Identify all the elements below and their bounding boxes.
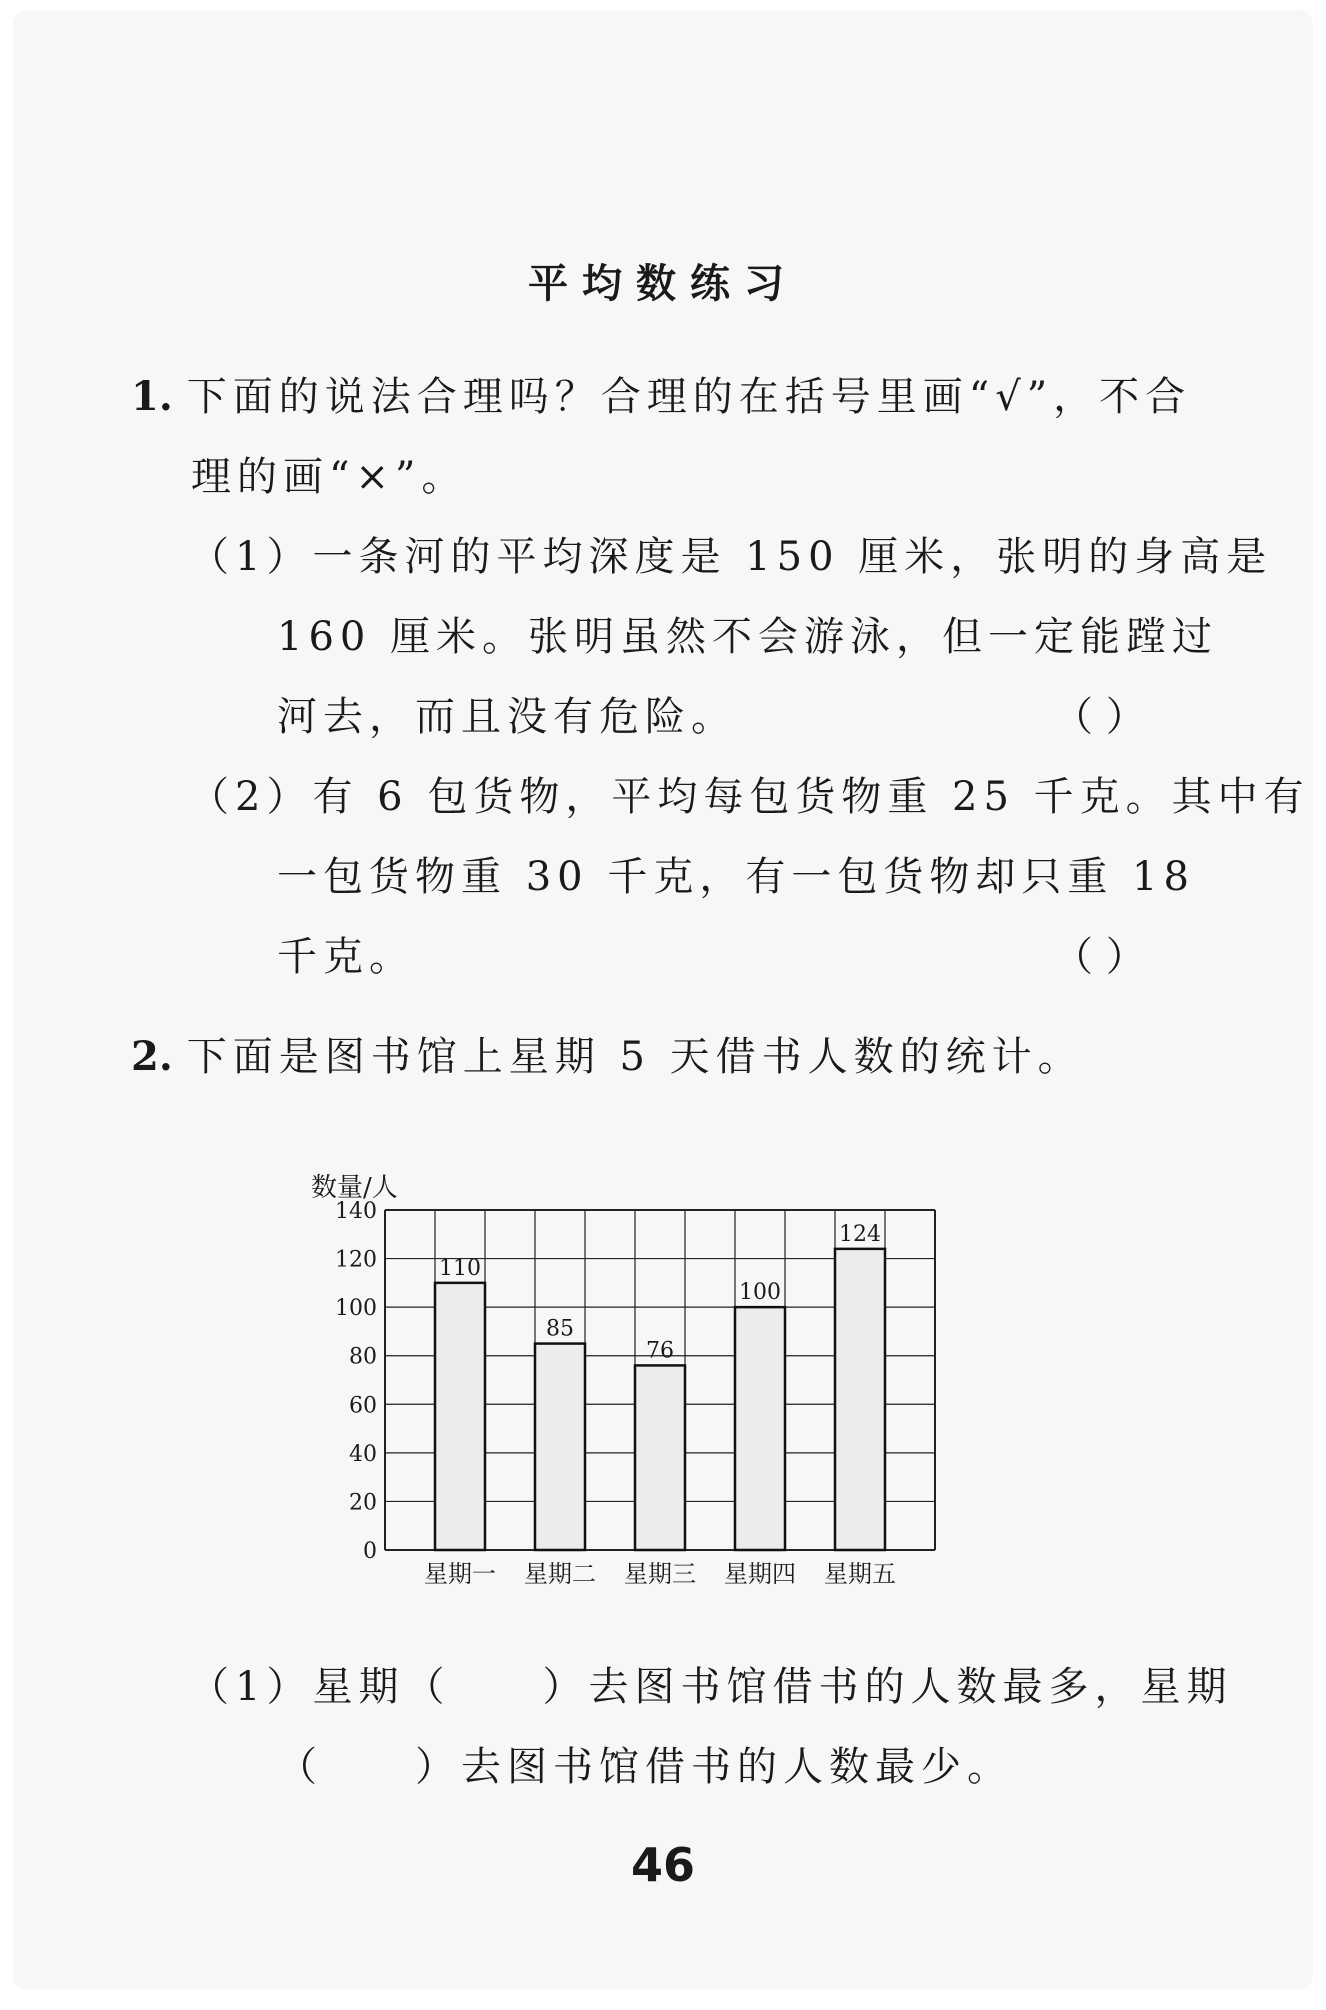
q1-item1-label: （1） [189, 534, 313, 580]
x-category-label: 星期一 [424, 1560, 496, 1588]
y-tick-label: 20 [349, 1490, 377, 1516]
data-label: 124 [839, 1221, 881, 1247]
q1-item1-line3: 河去，而且没有危险。 [277, 694, 737, 740]
y-tick-label: 80 [349, 1344, 377, 1370]
chart-bars [435, 1249, 885, 1550]
q1-prompt-line1 [131, 365, 1191, 422]
q1-item2-label: （2） [189, 774, 313, 820]
data-label: 100 [739, 1280, 781, 1306]
y-tick-label: 60 [349, 1393, 377, 1419]
q1-item2-line2: 一包货物重 30 千克，有一包货物却只重 18 [277, 854, 1195, 900]
q2-sub1-line1 [189, 1655, 1232, 1712]
bar-chart [303, 1160, 1103, 1604]
q2-sub1-label: （1） [189, 1664, 313, 1710]
q2-prompt-line [131, 1025, 1084, 1082]
q1-item2-answer-blank[interactable]: （ ） [1053, 934, 1146, 980]
chart-y-ticks [335, 1199, 377, 1564]
bar [835, 1249, 885, 1550]
y-tick-label: 0 [363, 1539, 377, 1564]
q1-prompt-text: 下面的说法合理吗？合理的在括号里画“√”，不合 [186, 374, 1192, 420]
q2-sub1-line2: （ ）去图书馆借书的人数最少。 [277, 1744, 1013, 1790]
bar-chart-svg [303, 1160, 1103, 1600]
bar [435, 1283, 485, 1550]
bar [735, 1307, 785, 1550]
page-title: 平均数练习 [528, 261, 798, 307]
data-label: 76 [646, 1338, 674, 1364]
bar [535, 1344, 585, 1550]
q1-item2-text1: 有 6 包货物，平均每包货物重 25 千克。其中有 [312, 774, 1310, 820]
q1-item1-line2: 160 厘米。张明虽然不会游泳，但一定能蹚过 [277, 614, 1219, 660]
bar [635, 1365, 685, 1550]
data-label: 110 [439, 1255, 481, 1281]
q2-prompt-text: 下面是图书馆上星期 5 天借书人数的统计。 [186, 1034, 1084, 1080]
q1-item1-text1: 一条河的平均深度是 150 厘米，张明的身高是 [312, 534, 1273, 580]
y-axis-label: 数量/人 [311, 1173, 398, 1203]
q2-number: 2. [131, 1033, 173, 1080]
data-label: 85 [546, 1316, 574, 1342]
x-category-label: 星期三 [624, 1560, 696, 1588]
x-category-label: 星期四 [724, 1560, 796, 1588]
q1-item2-line3: 千克。 [277, 934, 415, 980]
x-category-label: 星期五 [824, 1560, 896, 1588]
y-tick-label: 100 [335, 1296, 377, 1322]
chart-x-labels [424, 1560, 896, 1588]
q1-prompt-line2: 理的画“×”。 [191, 454, 468, 500]
q2-sub1-text1: 星期（ ）去图书馆借书的人数最多，星期 [312, 1664, 1233, 1710]
y-tick-label: 40 [349, 1441, 377, 1467]
chart-data-labels [439, 1222, 881, 1364]
q1-number: 1. [131, 373, 173, 420]
worksheet-page [13, 10, 1313, 1990]
q1-item1-answer-blank[interactable]: （ ） [1053, 694, 1146, 740]
q1-item2-line1 [189, 765, 1310, 822]
y-tick-label: 120 [335, 1247, 377, 1273]
page-number: 46 [630, 1838, 695, 1892]
x-category-label: 星期二 [524, 1560, 596, 1588]
y-tick-label: 140 [335, 1199, 377, 1224]
q1-item1-line1 [189, 525, 1272, 582]
